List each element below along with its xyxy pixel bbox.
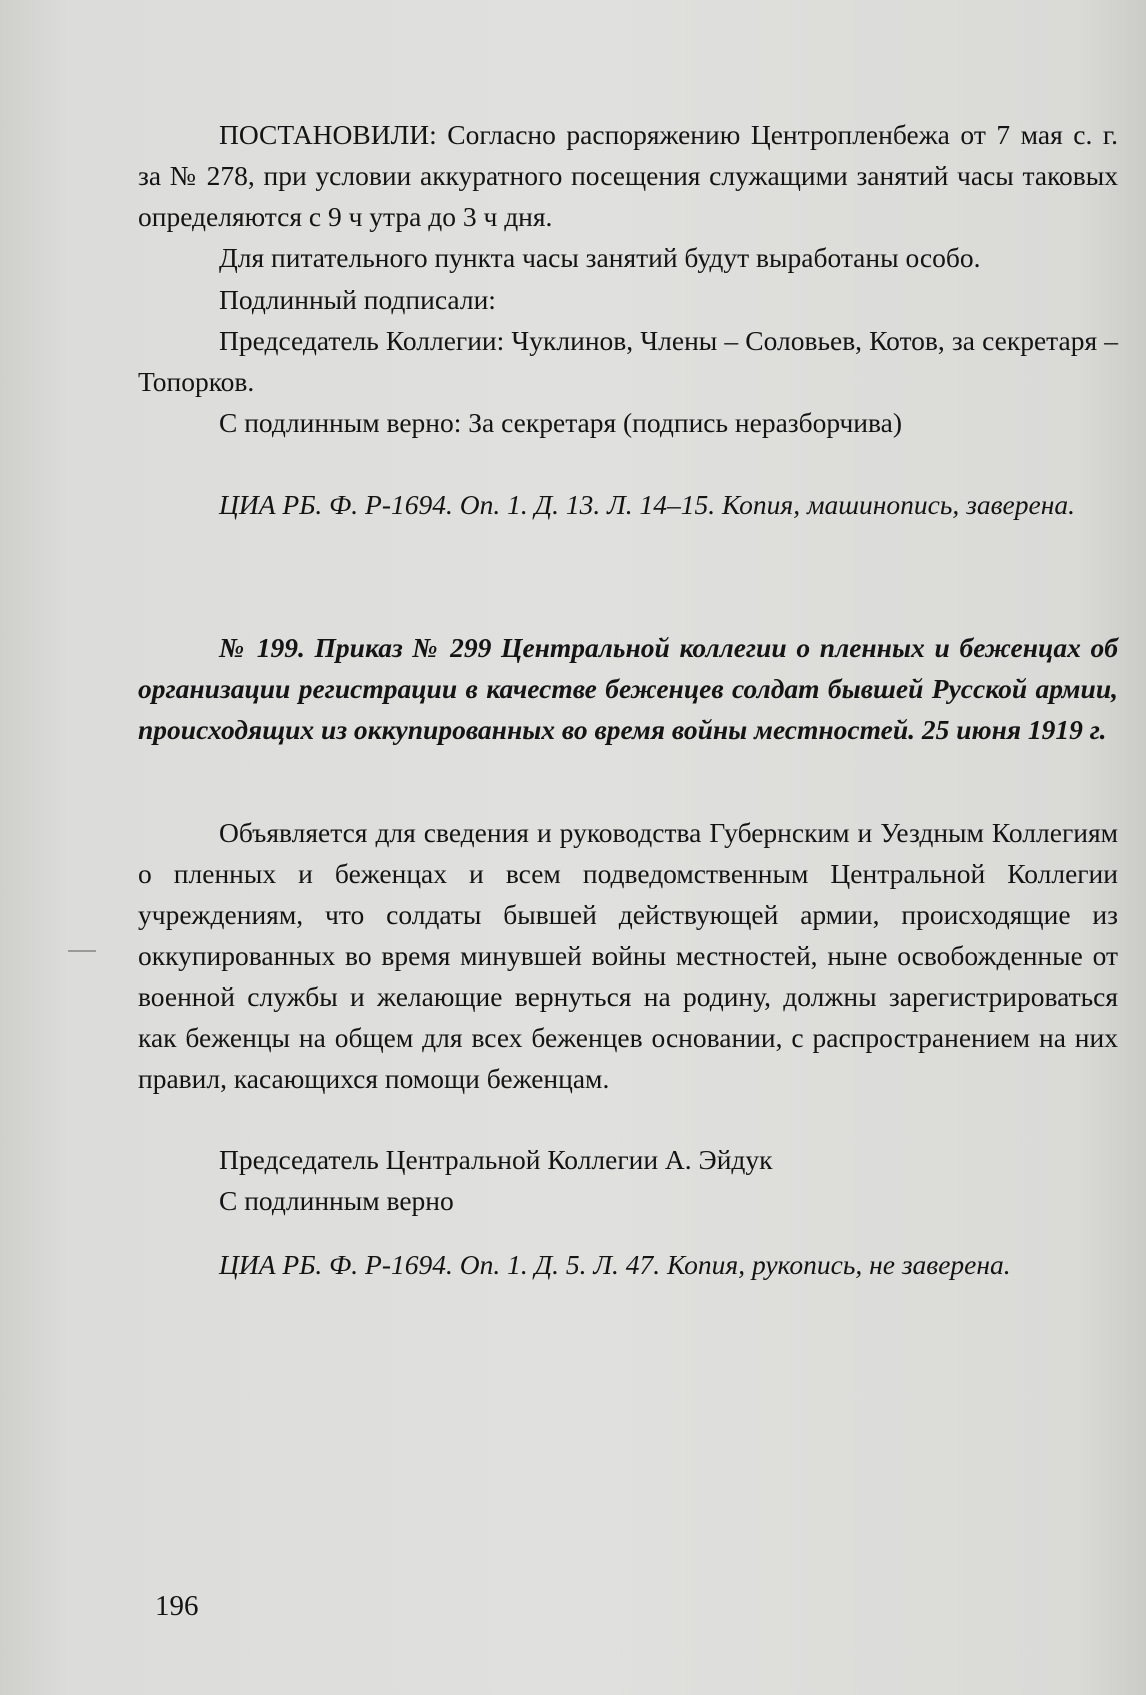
decision-paragraph: ПОСТАНОВИЛИ: Согласно распоряжению Центропленбежа от 7 мая с. г. за № 278, при условии аккуратного посещения служащими занятий часы таковых определяются с 9 ч утра до 3 ч дня.: [138, 119, 1118, 232]
certified-line: С подлинным верно: [219, 1185, 454, 1216]
archive-reference-bottom: [138, 1244, 1118, 1285]
archive-reference-top: [138, 484, 1118, 525]
signatories-line: Председатель Коллегии: Чуклинов, Члены – Соловьев, Котов, за секретаря –Топорков.: [138, 325, 1118, 397]
margin-mark: [68, 950, 96, 952]
signed-heading: Подлинный подписали:: [219, 284, 496, 315]
certified-line: С подлинным верно: За секретаря (подпись неразборчива): [219, 407, 902, 438]
document-199-heading-block: [138, 627, 1118, 750]
food-point-line: Для питательного пункта часы занятий будут выработаны особо.: [219, 242, 981, 273]
previous-document-ending: [138, 114, 1118, 278]
document-body: Объявляется для сведения и руководства Губернским и Уездным Коллегиям о пленных и беженцах и всем подведомственным Центральной Коллегии учреждениям, что солдаты бывшей действующей армии, происходящие из оккупированных во время минувшей войны местностей, ныне освобожденные от военной службы и желающие вернуться на родину, должны зарегистрироваться как беженцы на общем для всех беженцев основании, с распространением на них правил, касающихся помощи беженцам.: [138, 817, 1118, 1094]
document-heading: № 199. Приказ № 299 Центральной коллегии о пленных и беженцах об организации регистрации в качестве беженцев солдат бывшей Русской армии, происходящих из оккупированных во время войны местностей. 25 июня 1919 г.: [138, 632, 1118, 745]
signatures-block: [138, 279, 1118, 443]
chairman-line: Председатель Центральной Коллегии А. Эйдук: [219, 1144, 773, 1175]
document-199-signature-block: [138, 1139, 1118, 1221]
document-199-body-block: [138, 812, 1118, 1099]
page-number: 196: [155, 1590, 199, 1622]
archive-reference: ЦИА РБ. Ф. Р-1694. Оп. 1. Д. 5. Л. 47. Копия, рукопись, не заверена.: [219, 1249, 1011, 1280]
archive-reference: ЦИА РБ. Ф. Р-1694. Оп. 1. Д. 13. Л. 14–15. Копия, машинопись, заверена.: [219, 489, 1075, 520]
